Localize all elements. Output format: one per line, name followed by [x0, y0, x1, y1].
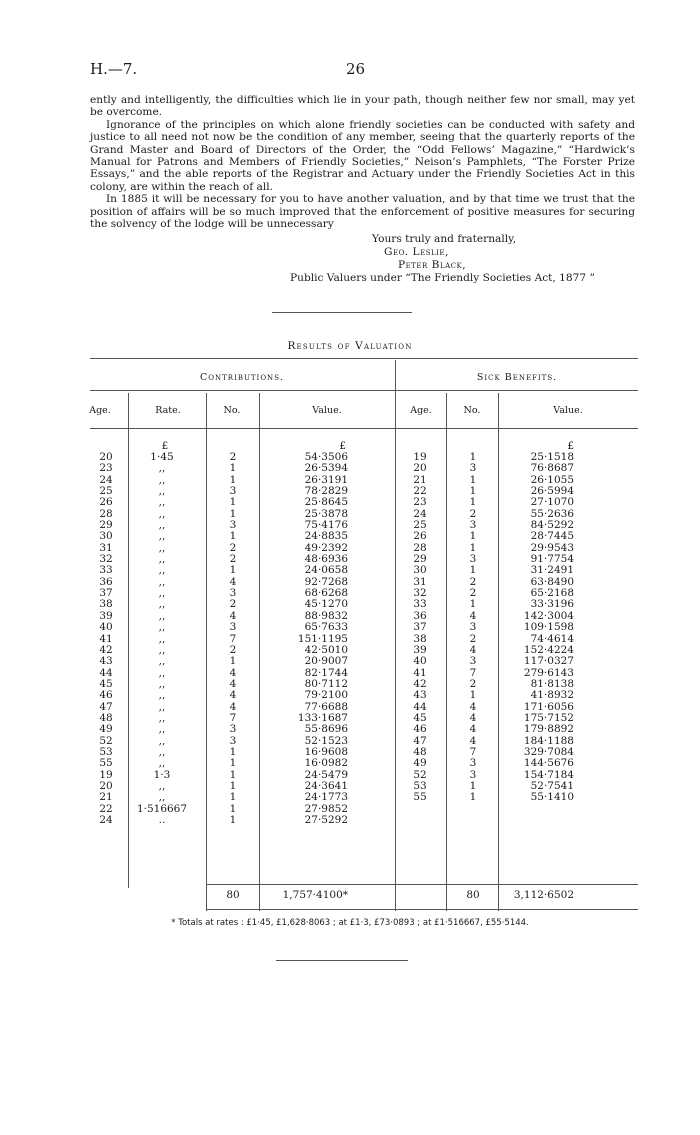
group-header-sick-benefits: Sick Benefits.: [476, 372, 558, 383]
body-text: [90, 94, 635, 230]
signature-closing: Yours truly and fraternally,: [372, 233, 517, 245]
vrule-sick-age-no: [446, 393, 447, 911]
column-rate-values: 1·45 ,, ,, ,, ,, ,, ,, ,, ,, ,, ,, ,, ,, ,, ,, ,, ,, ,, ,, ,, ,, ,, ,, ,, ,, ,, ,, ,, 1·3 ,, ,, 1·516667 ..: [136, 451, 188, 826]
table-bottom-rule: [206, 909, 638, 910]
column-header-no: No.: [223, 405, 241, 416]
group-header-rule: [90, 390, 638, 391]
total-sick-no: 80: [466, 889, 480, 901]
divider-rule-top: [272, 312, 412, 313]
signature-name-leslie: Geo. Leslie,: [384, 246, 449, 258]
paragraph-valuation-1885: In 1885 it will be necessary for you to have another valuation, and by that time we trust that the position of affairs will be so much improved that the enforcement of positive measures for securing the solvency of the lodge will be unnecessary: [90, 193, 635, 231]
group-header-contributions: Contributions.: [200, 372, 284, 383]
totals-rule: [206, 884, 638, 885]
signature-name-black: Peter Black,: [398, 259, 467, 271]
column-header-rule: [90, 428, 638, 429]
column-header-sick-no: No.: [463, 405, 481, 416]
vrule-rate-no: [206, 393, 207, 911]
unit-sick-value-pound: £: [567, 440, 574, 452]
page-number: 26: [346, 60, 366, 78]
column-sick-no-values: 1 3 1 1 1 2 3 1 1 3 1 2 2 1 4 3 2 4 3 7 2 1 4 4 4 4 7 3 3 1 1: [469, 451, 477, 804]
column-header-age: Age.: [89, 405, 111, 416]
vrule-group-divider: [395, 360, 396, 911]
table-title: Results of Valuation: [287, 340, 413, 352]
document-reference: H.—7.: [90, 60, 138, 78]
column-header-sick-value: Value.: [553, 405, 583, 416]
table-top-rule: [90, 358, 638, 359]
total-contributions-no: 80: [226, 889, 240, 901]
vrule-no-value: [259, 393, 260, 911]
paragraph-ignorance: Ignorance of the principles on which alone friendly societies can be conducted with safety and justice to all need not now be the condition of any member, seeing that the quarterly reports of the Grand Master and Board of Directors of the Order, the “Odd Fellows’ Magazine,” “Hardwick’s Manual for Patrons and Members of Friendly Societies,” Neison’s Pamphlets, “The Forster Prize Essays,” and the able reports of the Registrar and Actuary under the Friendly Societies Act in this colony, are within the reach of all.: [90, 118, 635, 193]
totals-footnote: * Totals at rates : £1·45, £1,628·8063 ; at £1·3, £73·0893 ; at £1·516667, £55·5144.: [171, 918, 529, 928]
signature-role: Public Valuers under “The Friendly Societies Act, 1877 ”: [290, 272, 595, 284]
column-sick-age-values: 19 20 21 22 23 24 25 26 28 29 30 31 32 33 36 37 38 39 40 41 42 43 44 45 46 47 48 49 52 53 55: [413, 451, 427, 804]
divider-rule-bottom: [276, 960, 408, 961]
unit-value-pound: £: [339, 440, 346, 452]
unit-rate-pound: £: [161, 440, 169, 452]
column-value-values: 54·3506 26·5394 26·3191 78·2829 25·8645 25·3878 75·4176 24·8835 49·2392 48·6936 24·0658 92·7268 68·6268 45·1270 88·9832 65·7633 151·1195 42·5010 20·9007 82·1744 80·7112 79·2100 77·6688 133·1687 55·8696 52·1523 16·9608 16·0982 24·5479 24·3641 24·1773 27·9852 27·5292: [297, 451, 348, 826]
column-header-value: Value.: [312, 405, 342, 416]
column-sick-value-values: 25·1518 76·8687 26·1055 26·5994 27·1070 55·2636 84·5292 28·7445 29·9543 91·7754 31·2491 63·8490 65·2168 33·3196 142·3004 109·1598 74·4614 152·4224 117·0327 279·6143 81·8138 41·8932 171·6056 175·7152 179·8892 184·1188 329·7084 144·5676 154·7184 52·7541 55·1410: [523, 451, 574, 804]
column-header-rate: Rate.: [155, 405, 181, 416]
column-no-values: 2 1 1 3 1 1 3 1 2 2 1 4 3 2 4 3 7 2 1 4 4 4 4 7 3 3 1 1 1 1 1 1 1: [229, 451, 237, 826]
total-contributions-value: 1,757·4100*: [282, 889, 348, 901]
paragraph-continuation: ently and intelligently, the difficulties which lie in your path, though neither few nor small, may yet be overcome.: [90, 94, 635, 119]
total-sick-value: 3,112·6502: [513, 889, 574, 901]
vrule-sick-no-value: [498, 393, 499, 911]
column-header-sick-age: Age.: [410, 405, 432, 416]
column-age-values: 20 23 24 25 26 28 29 30 31 32 33 36 37 38 39 40 41 42 43 44 45 46 47 48 49 52 53 55 19 20 21 22 24: [99, 451, 113, 826]
